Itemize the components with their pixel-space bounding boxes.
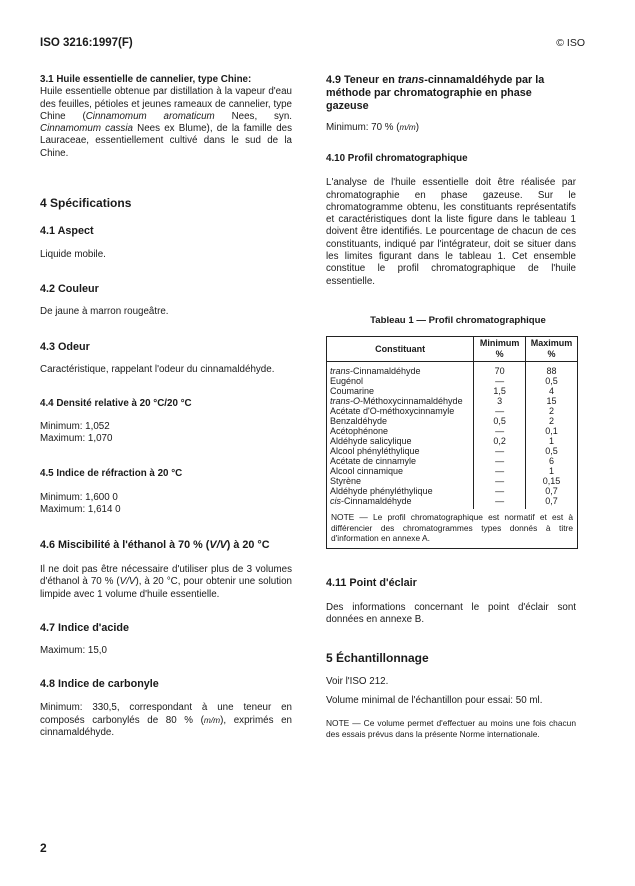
section-4-1-title: 4.1 Aspect bbox=[40, 225, 94, 238]
section-5-title: 5 Échantillonnage bbox=[326, 650, 429, 665]
cell-constituant bbox=[327, 406, 474, 416]
section-4-9-title-b: -cinnamaldéhyde par la méthode par chromatographie en phase gazeuse bbox=[326, 74, 545, 112]
section-4-10-text: L'analyse de l'huile essentielle doit être réalisée par chromatographie en phase gazeuse. Sur le chromatogramme obtenu, les constituants représentatifs et caractéristiques dont la liste figure dans le tableau 1 doivent être identifiés. Le pourcentage de chacun de ces constituants, indiqué par l'intégrateur, doit se situer dans les limites figurant dans le tableau 1. Cet ensemble constitue le profil chromatographique de l'huile essentielle. bbox=[326, 177, 576, 287]
cell-minimum: — bbox=[474, 456, 526, 466]
cell-constituant bbox=[327, 496, 474, 509]
section-4-9-title bbox=[326, 74, 576, 113]
section-4-7-text: Maximum: 15,0 bbox=[40, 645, 107, 657]
cell-minimum: — bbox=[474, 486, 526, 496]
cell-maximum: 2 bbox=[526, 416, 578, 426]
cell-maximum: 2 bbox=[526, 406, 578, 416]
cell-maximum: 0,5 bbox=[526, 376, 578, 386]
constituant-name: Eugénol bbox=[330, 376, 364, 387]
table-row bbox=[327, 396, 578, 406]
cell-maximum: 0,7 bbox=[526, 496, 578, 509]
cell-minimum: 70 bbox=[474, 362, 526, 377]
cell-maximum: 0,15 bbox=[526, 476, 578, 486]
right-column bbox=[326, 74, 576, 740]
table-row bbox=[327, 376, 578, 386]
section-4-6-text-ratio: V/V bbox=[119, 576, 136, 588]
refraction-maximum: Maximum: 1,614 0 bbox=[40, 503, 121, 515]
table-title: Tableau 1 — Profil chromatographique bbox=[370, 314, 546, 326]
section-4-8-title: 4.8 Indice de carbonyle bbox=[40, 678, 159, 691]
constituant-prefix: trans-O bbox=[330, 396, 361, 407]
table-row bbox=[327, 456, 578, 466]
section-4-7-title: 4.7 Indice d'acide bbox=[40, 622, 129, 635]
section-4-6-title bbox=[40, 539, 292, 552]
constituant-name: Acétate de cinnamyle bbox=[330, 456, 417, 467]
density-maximum: Maximum: 1,070 bbox=[40, 433, 113, 445]
table-header-row bbox=[327, 337, 578, 362]
section-3-1-text-c: Nees ex Blume), de la famille des Lauraceae, essentiellement cultivé dans le sud de la Chine. bbox=[40, 123, 292, 159]
constituant-name: Acétophénone bbox=[330, 426, 389, 437]
constituant-name: Coumarine bbox=[330, 386, 375, 397]
section-4-4-title: 4.4 Densité relative à 20 °C/20 °C bbox=[40, 397, 192, 409]
constituant-prefix: trans bbox=[330, 366, 351, 377]
table-row bbox=[327, 426, 578, 436]
table-row bbox=[327, 416, 578, 426]
cell-maximum: 1 bbox=[526, 436, 578, 446]
cell-minimum: 0,2 bbox=[474, 436, 526, 446]
header-minimum-label: Minimum bbox=[479, 338, 520, 349]
species-name-b: Cinnamomum cassia bbox=[40, 123, 133, 135]
section-4-9-text-b: ) bbox=[415, 122, 420, 133]
cell-maximum: 4 bbox=[526, 386, 578, 396]
cell-constituant bbox=[327, 436, 474, 446]
section-4-8-text-b: ), exprimés en cinnamaldéhyde. bbox=[40, 714, 292, 738]
section-4-11-text: Des informations concernant le point d'éclair sont données en annexe B. bbox=[326, 602, 576, 626]
cell-maximum: 0,5 bbox=[526, 446, 578, 456]
table-row bbox=[327, 406, 578, 416]
section-4-9-text-a: Minimum: 70 % ( bbox=[326, 122, 400, 133]
cell-minimum: 3 bbox=[474, 396, 526, 406]
section-4-8-text-a: Minimum: 330,5, correspondant à une teneur en composés carbonylés de 80 % ( bbox=[40, 702, 292, 726]
chromatographic-profile-table bbox=[326, 336, 578, 509]
cell-constituant bbox=[327, 456, 474, 466]
table-row bbox=[327, 362, 578, 377]
header-maximum-unit: % bbox=[547, 349, 556, 360]
section-3-1-title: 3.1 Huile essentielle de cannelier, type Chine: bbox=[40, 74, 252, 85]
section-4-2-text: De jaune à marron rougeâtre. bbox=[40, 306, 169, 318]
cell-minimum: — bbox=[474, 476, 526, 486]
section-4-title: 4 Spécifications bbox=[40, 196, 132, 211]
constituant-name: Alcool phényléthylique bbox=[330, 446, 420, 457]
cell-constituant bbox=[327, 362, 474, 377]
section-4-10-title: 4.10 Profil chromatographique bbox=[326, 153, 468, 165]
table-row bbox=[327, 496, 578, 509]
cell-constituant bbox=[327, 486, 474, 496]
left-column bbox=[40, 74, 292, 739]
cell-maximum: 88 bbox=[526, 362, 578, 377]
section-4-3-title: 4.3 Odeur bbox=[40, 340, 90, 353]
cell-constituant bbox=[327, 446, 474, 456]
section-4-9-text-unit: m/m bbox=[399, 122, 416, 132]
table-body bbox=[327, 362, 578, 510]
cell-minimum: 0,5 bbox=[474, 416, 526, 426]
cell-maximum: 0,1 bbox=[526, 426, 578, 436]
cell-maximum: 6 bbox=[526, 456, 578, 466]
section-4-5-title: 4.5 Indice de réfraction à 20 °C bbox=[40, 467, 183, 479]
constituant-name: -Méthoxycinnamaldéhyde bbox=[360, 396, 463, 407]
section-4-8-text bbox=[40, 702, 292, 739]
cell-constituant bbox=[327, 426, 474, 436]
cell-minimum: — bbox=[474, 446, 526, 456]
constituant-name: -Cinnamaldéhyde bbox=[350, 366, 421, 377]
table-note: NOTE — Le profil chromatographique est normatif et est à différencier des chromatogrammes types donnés à titre d'information en annexe A. bbox=[326, 509, 578, 549]
cell-maximum: 15 bbox=[526, 396, 578, 406]
constituant-name: Styrène bbox=[330, 476, 362, 487]
section-3-1 bbox=[40, 74, 292, 160]
cell-constituant bbox=[327, 376, 474, 386]
section-3-1-text-b: Nees, syn. bbox=[214, 110, 292, 122]
header-constituant: Constituant bbox=[327, 337, 474, 362]
cell-minimum: — bbox=[474, 466, 526, 476]
cell-constituant bbox=[327, 396, 474, 406]
section-3-1-text-a: Huile essentielle obtenue par distillation à la vapeur d'eau des feuilles, pétioles et jeunes rameaux de cannelier, type Chine ( bbox=[40, 86, 292, 122]
section-4-6-text bbox=[40, 564, 292, 601]
cell-constituant bbox=[327, 416, 474, 426]
standard-number: ISO 3216:1997(F) bbox=[40, 37, 133, 49]
constituant-name: Acétate d'O-méthoxycinnamyle bbox=[330, 406, 455, 417]
header-maximum bbox=[526, 337, 578, 362]
cell-minimum: — bbox=[474, 496, 526, 509]
section-4-9-text bbox=[326, 122, 576, 134]
header-minimum-unit: % bbox=[495, 349, 504, 360]
constituant-prefix: cis bbox=[330, 496, 341, 507]
cell-constituant bbox=[327, 466, 474, 476]
section-4-3-text: Caractéristique, rappelant l'odeur du cinnamaldéhyde. bbox=[40, 363, 275, 375]
section-4-11-title: 4.11 Point d'éclair bbox=[326, 577, 417, 590]
section-5-text-2: Volume minimal de l'échantillon pour essai: 50 ml. bbox=[326, 694, 543, 706]
constituant-name: Benzaldéhyde bbox=[330, 416, 388, 427]
cell-constituant bbox=[327, 476, 474, 486]
table-row bbox=[327, 386, 578, 396]
section-4-6-title-a: 4.6 Miscibilité à l'éthanol à 70 % ( bbox=[40, 539, 210, 552]
species-name-a: Cinnamomum aromaticum bbox=[85, 110, 215, 122]
section-4-9-title-a: 4.9 Teneur en bbox=[326, 74, 398, 86]
page-number: 2 bbox=[40, 841, 47, 855]
table-row bbox=[327, 466, 578, 476]
section-4-2-title: 4.2 Couleur bbox=[40, 283, 99, 296]
cell-minimum: — bbox=[474, 406, 526, 416]
constituant-name: Aldéhyde phényléthylique bbox=[330, 486, 433, 497]
section-5-note: NOTE — Ce volume permet d'effectuer au moins une fois chacun des essais prévus dans la présente Norme internationale. bbox=[326, 718, 576, 740]
cell-constituant bbox=[327, 386, 474, 396]
section-4-6-title-ratio: V/V bbox=[209, 539, 227, 552]
refraction-minimum: Minimum: 1,600 0 bbox=[40, 491, 118, 503]
header-maximum-label: Maximum bbox=[530, 338, 573, 349]
section-5-text-1: Voir l'ISO 212. bbox=[326, 675, 389, 687]
constituant-name: -Cinnamaldéhyde bbox=[341, 496, 412, 507]
cell-minimum: 1,5 bbox=[474, 386, 526, 396]
cell-minimum: — bbox=[474, 426, 526, 436]
table-row bbox=[327, 476, 578, 486]
section-4-6-text-a: Il ne doit pas être nécessaire d'utiliser plus de 3 volumes d'éthanol à 70 % ( bbox=[40, 564, 292, 588]
table-row bbox=[327, 436, 578, 446]
section-4-9-title-trans: trans bbox=[397, 74, 425, 86]
cell-maximum: 1 bbox=[526, 466, 578, 476]
header-minimum bbox=[474, 337, 526, 362]
section-4-6-title-b: ) à 20 °C bbox=[226, 539, 270, 552]
table-row bbox=[327, 486, 578, 496]
cell-maximum: 0,7 bbox=[526, 486, 578, 496]
density-minimum: Minimum: 1,052 bbox=[40, 420, 110, 432]
section-4-1-text: Liquide mobile. bbox=[40, 249, 106, 261]
section-4-8-text-unit: m/m bbox=[203, 714, 221, 725]
cell-minimum: — bbox=[474, 376, 526, 386]
constituant-name: Aldéhyde salicylique bbox=[330, 436, 412, 447]
copyright-mark: © ISO bbox=[556, 37, 585, 49]
constituant-name: Alcool cinnamique bbox=[330, 466, 404, 477]
section-4-6-text-b: ), à 20 °C, pour obtenir une solution limpide avec 1 volume d'huile essentielle. bbox=[40, 576, 292, 600]
table-row bbox=[327, 446, 578, 456]
